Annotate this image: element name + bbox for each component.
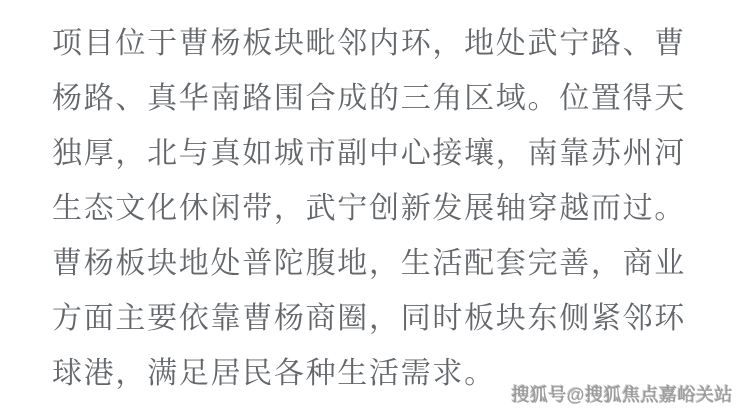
paragraph-line: 杨路、真华南路围合成的三角区域。位置得天 — [52, 82, 686, 115]
paragraph-line: 球港，满足居民各种生活需求。 — [52, 357, 496, 390]
sohu-watermark: 搜狐号@搜狐焦点嘉峪关站 — [511, 385, 733, 405]
paragraph-line: 方面主要依靠曹杨商圈，同时板块东侧紧邻环 — [52, 302, 686, 335]
paragraph-line: 独厚，北与真如城市副中心接壤，南靠苏州河 — [52, 137, 686, 170]
article-body — [52, 16, 700, 401]
paragraph-line: 项目位于曹杨板块毗邻内环，地处武宁路、曹 — [52, 27, 686, 60]
paragraph-line: 曹杨板块地处普陀腹地，生活配套完善，商业 — [52, 247, 686, 280]
paragraph-line: 生态文化休闲带，武宁创新发展轴穿越而过。 — [52, 192, 686, 225]
